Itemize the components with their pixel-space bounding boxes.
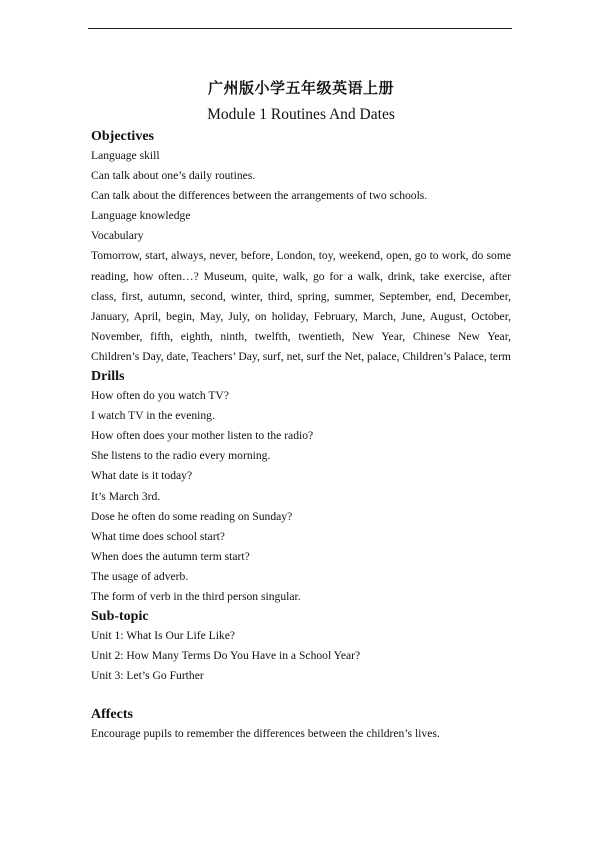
document-body — [91, 76, 511, 744]
objective-line: Can talk about one’s daily routines. — [91, 169, 256, 183]
drill-line: The form of verb in the third person singular. — [91, 589, 301, 603]
drill-line: How often do you watch TV? — [91, 389, 229, 403]
unit-line: Unit 3: Let’s Go Further — [91, 669, 204, 683]
drill-line: Dose he often do some reading on Sunday? — [91, 509, 293, 523]
unit-line: Unit 1: What Is Our Life Like? — [91, 629, 236, 643]
objective-line: Can talk about the differences between the arrangements of two schools. — [91, 189, 428, 203]
language-skill-label: Language skill — [91, 149, 160, 162]
drill-line: What date is it today? — [91, 469, 193, 483]
drill-line: When does the autumn term start? — [91, 549, 250, 563]
objectives-heading: Objectives — [91, 129, 154, 144]
affects-heading: Affects — [91, 707, 133, 723]
drill-line: How often does your mother listen to the radio? — [91, 429, 314, 443]
section-spacer — [91, 686, 511, 705]
drill-line: She listens to the radio every morning. — [91, 449, 271, 463]
affects-line: Encourage pupils to remember the differences between the children’s lives. — [91, 727, 440, 741]
objectives-section — [91, 127, 511, 367]
module-title: Module 1 Routines And Dates — [207, 106, 395, 123]
drill-line: It’s March 3rd. — [91, 489, 161, 503]
drills-heading: Drills — [91, 369, 125, 385]
language-knowledge-label: Language knowledge — [91, 209, 191, 223]
affects-section — [91, 705, 511, 744]
drill-line: What time does school start? — [91, 529, 225, 543]
drill-line: The usage of adverb. — [91, 569, 189, 583]
vocabulary-list: Tomorrow, start, always, never, before, London, toy, weekend, open, go to work, do some reading, how often…? Museum, quite, walk, go for a walk, drink, take exercise, after class, first, autumn, second, winter, third, spring, summer, September, end, December, January, April, begin, May, July, on holiday, February, March, June, August, October, November, fifth, eighth, ninth, twelfth, twentieth, New Year, Chinese New Year, Children’s Day, date, Teachers’ Day, surf, net, surf the Net, palace, Children’s Palace, term — [91, 249, 511, 363]
subtopic-section — [91, 607, 511, 686]
drill-line: I watch TV in the evening. — [91, 409, 215, 423]
vocabulary-label: Vocabulary — [91, 229, 144, 243]
header-divider — [88, 28, 512, 29]
document-title-chinese: 广州版小学五年级英语上册 — [207, 79, 394, 97]
unit-line: Unit 2: How Many Terms Do You Have in a School Year? — [91, 649, 361, 663]
drills-section — [91, 367, 511, 607]
subtopic-heading: Sub-topic — [91, 609, 149, 625]
